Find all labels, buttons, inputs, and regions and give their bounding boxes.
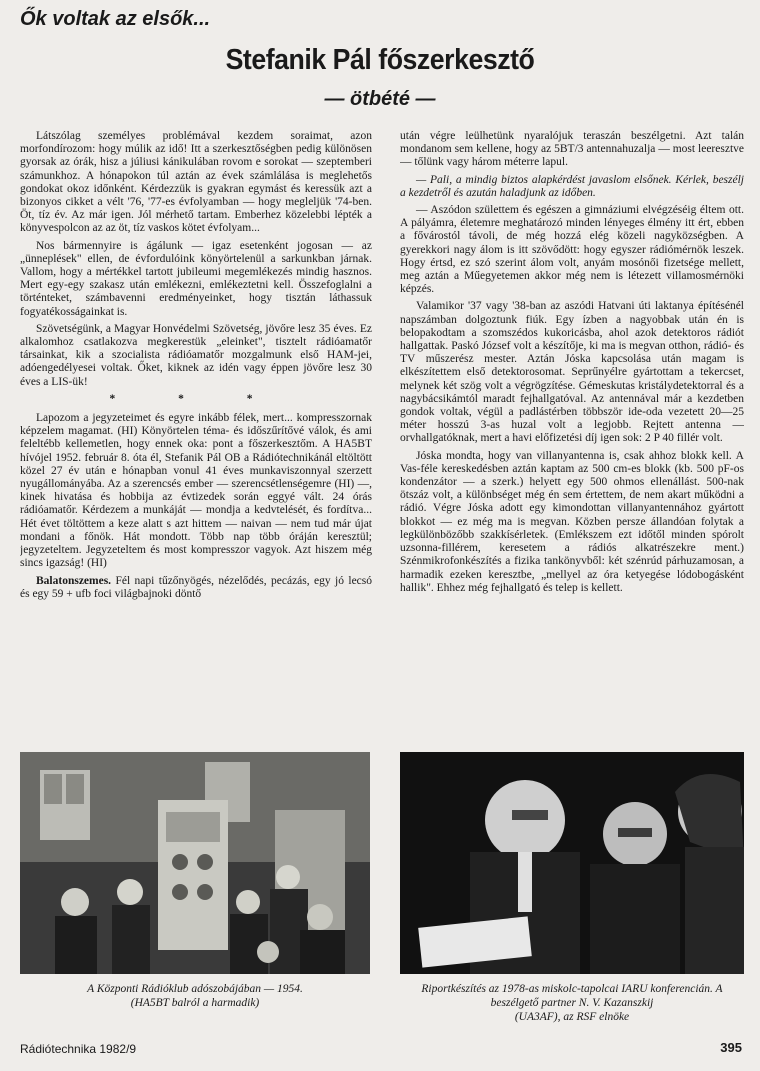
interview-question: — Pali, a mindig biztos alapkérdést javaslom elsőnek. Kérlek, beszélj a kezdetről és azután haladjunk az időben. xyxy=(400,173,744,199)
paragraph: Jóska mondta, hogy van villanyantenna is, csak ahhoz blokk kell. A Vas-féle kereskedésben aztán kaptam az 500 cm-es blokk (kb. 500 pF-os kondenzátor — a szerk.) helyett egy 500 ohmos ellenállást. 500-nak ötszáz volt, a különbséget még én sem értettem, de nem akart működni a rádió. Végre Jóska adott egy kimondottan villanyantennához gyártott blokkot — ez még ma is megvan. Közben persze állandóan folytak a legkülönbözőbb szakkísérletek. (Emlékszem ezt időtől minden spórolt uzsonna-fillérem, keresetem a rádiós alkatrészekre ment.) Szénmikrofonkészítés a fizika tankönyvből: két szénrúd párhuzamosan, a harmadik ezeken keresztbe, „mellyel az óra ketyegése lódobogásként hallik". Ehhez még fejhallgató és telep is kellett. xyxy=(400,449,744,594)
paragraph: Látszólag személyes problémával kezdem soraimat, azon morfondírozom: hogy múlik az idő! Itt a szerkesztőségben pedig különösen gyorsak az órák, hisz a júliusi kánikulában rovom e sorokat — szeptemberi számunkhoz. A hónapokon túl aztán az évek számlálása is meglehetős gondokat okoz időnként. Kérdezzük is gyakran egymást és keressük azt a bizonyos cikket a vélt '76, '77-es évfolyamban — hogy megleljük '74-ben. Öt, tíz év. Az már igen. Jól mérhető tartam. Emberhez közelebbi lépték a könyvespolcon az az öt, tíz vaskos kötet évfolyam... xyxy=(20,130,372,235)
article-subtitle: — ötbété — xyxy=(324,88,436,110)
photo-radio-club-image xyxy=(20,752,370,974)
paragraph: Nos bármennyire is ágálunk — igaz esetenként jogosan — az „ünneplések" ellen, de évfordulóink könyörtelenül a sarkunkban járnak. Vallom, hogy a mértékkel tartott jubileumi megemlékezés mindig hasznos. Mert egy-egy szakasz után emlékezni, emlékeztetni kell. Összefoglalni a történteket, számbavenni eredményeinket, hogy tisztán láthassuk fogyatékosságainkat is. xyxy=(20,239,372,318)
paragraph: Szövetségünk, a Magyar Honvédelmi Szövetség, jövőre lesz 35 éves. Ez alkalomhoz csatlakozva megkerestük „eleinket", tisztelt rádióamatőr társainkat, kik a szocialista rádióamatőr mozgalmunk első HAM-jei, adóengedélyesei voltak. Őket, kiknek az idén vagy éppen jövőre lesz 30 éves a LIS-ük! xyxy=(20,322,372,388)
caption-line: (UA3AF), az RSF elnöke xyxy=(514,1011,630,1023)
left-text-column xyxy=(20,130,372,742)
paragraph-lead: Balatonszemes. xyxy=(36,574,112,587)
article-title: Stefanik Pál főszerkesztő xyxy=(225,44,535,76)
paragraph: — Aszódon születtem és egészen a gimnáziumi elvégzéséig éltem ott. A pályámra, életemre meghatározó minden lényeges élmény itt ért, ebben a fővárostól távoli, de még hozzá elég közeli nagyközségben. A gyerekkori nagy álom is itt szövődött: hogy egyszer rádiómérnök leszek. Hogy értsd, ez szó szerint álom volt, anyám mosónői fizetsége mellett, meg aztán a Műegyetemen akkor még nem is létezett villamosmérnöki képzés. xyxy=(400,204,744,296)
paragraph: Lapozom a jegyzeteimet és egyre inkább félek, mert... kompresszornak képzelem magamat. (HI) Könyörtelen téma- és időszűrítővé válok, és ami feleltébb kellemetlen, hogy ennek oka: pont a főszerkesztőm. A HA5BT hívójel 1952. február 8. óta él, Stefanik Pál OB a Rádiótechnikánál eltöltött közel 27 év után e hónapban vonul 41 éves munkaviszonnyal szerzett nyugállományába. Az a szerencsés ember — szerencsétlenségemre (HI) —, kinek hivatása és hobbija az évtizedek során eggyé vált. 24 órás rádióamatőr. Kérdezem a munkáját — mondja a kedvtelését, és fordítva... Hét évet töltöttem a keze alatt s azt hittem — naivan — nem tud már újat mondani a főnök. Hát mondott. Több nap több óráján keresztül; jegyzeteltem. Jegyzeteltem és most kompresszor vagyok. Azt hiszem még sincs igazság! (HI) xyxy=(20,412,372,570)
paragraph: Valamikor '37 vagy '38-ban az aszódi Hatvani úti laktanya építésénél napszámban dolgoztunk fiúk. Egy ízben a nagyobbak után én is belopakodtam a szomszédos kukoricásba, ahol azok detektoros rádiót hallgattak. Paskó József volt a készítője, ki ma is megvan otthon, rádió- és TV műszerész mester. Aztán Jóska kapcsolása után magam is elkészítettem első detektorosomat. Seprűnyélre gyártottam a tekercset, melynek két szög volt a végrögzítése. Gémeskutas kristálydetektorral és a nagybácsikámtól maradt fejhallgatóval. Az antennával már a kezdetben gondok voltak, végül a padlástérben többször ide-oda vezetett 20—25 méter hosszú 3-as huzal volt a legjobb. Rejtett antenna — orvhallgatóknak, mert a havi előfizetési díj igen sok: 2 P 40 fillér volt. xyxy=(400,300,744,445)
right-text-column xyxy=(400,130,744,742)
caption-line: A Központi Rádióklub adószobájában — 1954. xyxy=(87,983,303,995)
publication-footer: Rádiótechnika 1982/9 xyxy=(20,1042,137,1056)
photo-iaru-conference-image xyxy=(400,752,744,974)
paragraph xyxy=(20,575,372,601)
page-number: 395 xyxy=(720,1040,742,1055)
series-heading: Ők voltak az elsők... xyxy=(20,8,211,30)
caption-line: (HA5BT balról a harmadik) xyxy=(130,997,260,1009)
photo-iaru-conference xyxy=(400,752,744,974)
photo-radio-club xyxy=(20,752,370,974)
photo-caption-left xyxy=(20,982,370,1010)
paragraph-text: Fél napi tűzőnyögés, nézelődés, pecázás, egy jó lecsó és egy 59 + ufb foci világbajnoki döntő xyxy=(20,574,372,600)
paragraph: után végre leülhetünk nyaralójuk teraszán beszélgetni. Azt talán mondanom sem kellene, hogy az 5BT/3 antennahuzalja — most leeresztve — tőlünk vagy három méterre lapul. xyxy=(400,130,744,169)
section-divider: * * * xyxy=(109,392,283,405)
photo-caption-right xyxy=(400,982,744,1024)
caption-line: Riportkészítés az 1978-as miskolc-tapolcai IARU konferencián. A beszélgető partner N. V. Kazanszkij xyxy=(421,983,723,1009)
